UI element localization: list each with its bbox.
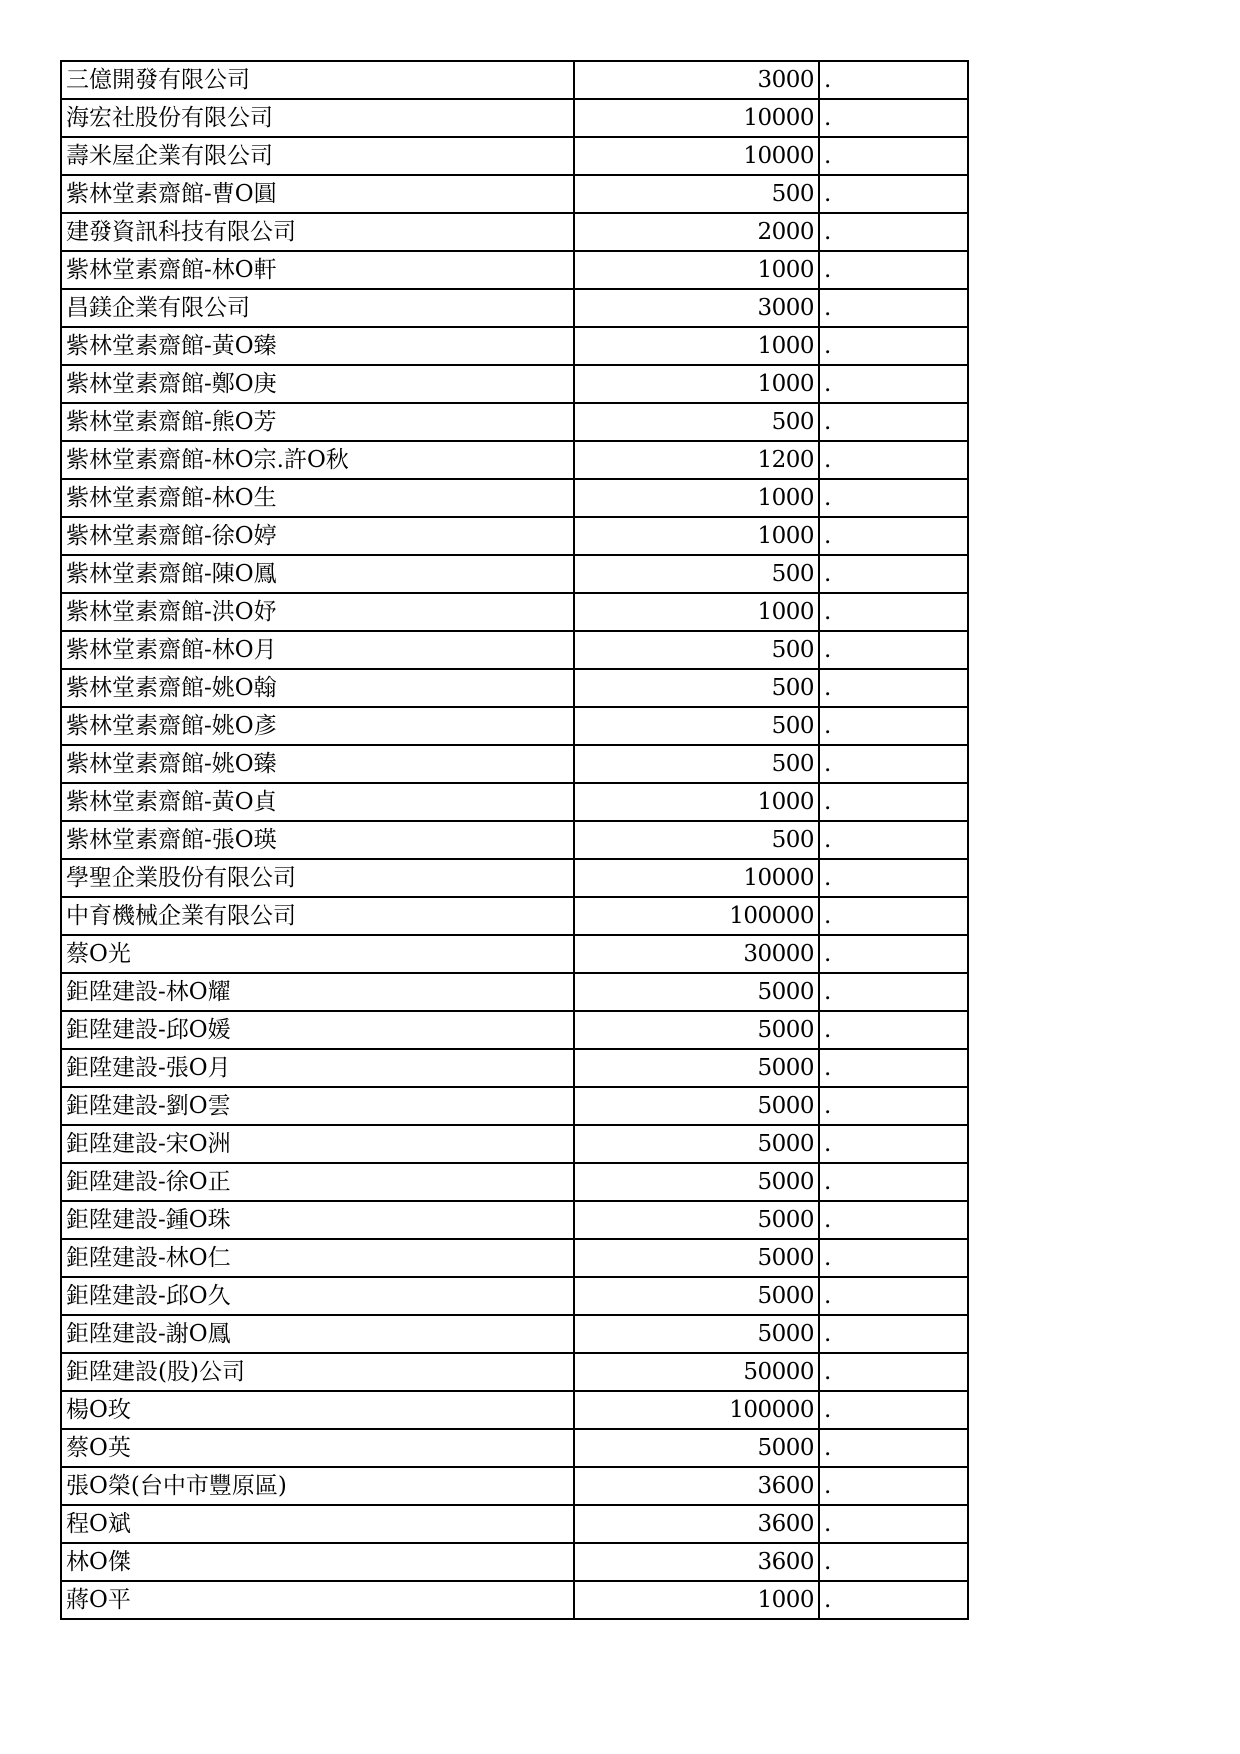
- note-cell: .: [819, 61, 968, 99]
- note-cell: .: [819, 859, 968, 897]
- donor-name-cell: 紫林堂素齋館-林O月: [61, 631, 574, 669]
- donation-amount-cell: 5000: [574, 1239, 819, 1277]
- donor-name-cell: 鉅陞建設(股)公司: [61, 1353, 574, 1391]
- donation-amount-cell: 3600: [574, 1505, 819, 1543]
- table-row: [61, 973, 968, 1011]
- donor-name-cell: 蔡O英: [61, 1429, 574, 1467]
- donation-amount-cell: 1000: [574, 365, 819, 403]
- table-row: [61, 251, 968, 289]
- donor-name-cell: 鉅陞建設-宋O洲: [61, 1125, 574, 1163]
- donation-amount-cell: 5000: [574, 973, 819, 1011]
- table-row: [61, 289, 968, 327]
- note-cell: .: [819, 783, 968, 821]
- table-row: [61, 1125, 968, 1163]
- table-row: [61, 137, 968, 175]
- table-row: [61, 1011, 968, 1049]
- table-row: [61, 1543, 968, 1581]
- donor-name-cell: 鉅陞建設-林O耀: [61, 973, 574, 1011]
- table-row: [61, 479, 968, 517]
- table-row: [61, 1163, 968, 1201]
- table-row: [61, 555, 968, 593]
- donation-amount-cell: 3600: [574, 1467, 819, 1505]
- note-cell: .: [819, 897, 968, 935]
- table-row: [61, 1429, 968, 1467]
- donation-amount-cell: 5000: [574, 1011, 819, 1049]
- donation-amount-cell: 3600: [574, 1543, 819, 1581]
- table-row: [61, 99, 968, 137]
- donation-amount-cell: 50000: [574, 1353, 819, 1391]
- donor-name-cell: 紫林堂素齋館-張O瑛: [61, 821, 574, 859]
- note-cell: .: [819, 441, 968, 479]
- donor-name-cell: 程O斌: [61, 1505, 574, 1543]
- table-row: [61, 1353, 968, 1391]
- table-row: [61, 593, 968, 631]
- table-row: [61, 935, 968, 973]
- note-cell: .: [819, 99, 968, 137]
- donor-name-cell: 學聖企業股份有限公司: [61, 859, 574, 897]
- donation-amount-cell: 500: [574, 669, 819, 707]
- table-row: [61, 897, 968, 935]
- donation-amount-cell: 500: [574, 631, 819, 669]
- donation-amount-cell: 5000: [574, 1125, 819, 1163]
- note-cell: .: [819, 593, 968, 631]
- donor-name-cell: 鉅陞建設-劉O雲: [61, 1087, 574, 1125]
- donor-name-cell: 紫林堂素齋館-曹O圓: [61, 175, 574, 213]
- note-cell: .: [819, 1581, 968, 1619]
- donor-name-cell: 紫林堂素齋館-林O軒: [61, 251, 574, 289]
- donor-name-cell: 中育機械企業有限公司: [61, 897, 574, 935]
- donation-amount-cell: 1000: [574, 517, 819, 555]
- donation-amount-cell: 10000: [574, 99, 819, 137]
- table-row: [61, 403, 968, 441]
- donation-amount-cell: 5000: [574, 1163, 819, 1201]
- donation-amount-cell: 10000: [574, 137, 819, 175]
- donor-name-cell: 張O榮(台中市豐原區): [61, 1467, 574, 1505]
- note-cell: .: [819, 707, 968, 745]
- table-row: [61, 213, 968, 251]
- donor-name-cell: 鉅陞建設-邱O媛: [61, 1011, 574, 1049]
- note-cell: .: [819, 1277, 968, 1315]
- note-cell: .: [819, 403, 968, 441]
- donor-name-cell: 紫林堂素齋館-姚O翰: [61, 669, 574, 707]
- donor-name-cell: 建發資訊科技有限公司: [61, 213, 574, 251]
- table-row: [61, 517, 968, 555]
- donation-amount-cell: 1000: [574, 1581, 819, 1619]
- table-row: [61, 1087, 968, 1125]
- note-cell: .: [819, 289, 968, 327]
- donor-name-cell: 紫林堂素齋館-林O宗.許O秋: [61, 441, 574, 479]
- donation-amount-cell: 500: [574, 555, 819, 593]
- donor-name-cell: 蔣O平: [61, 1581, 574, 1619]
- donor-name-cell: 昌鎂企業有限公司: [61, 289, 574, 327]
- donor-name-cell: 鉅陞建設-張O月: [61, 1049, 574, 1087]
- note-cell: .: [819, 175, 968, 213]
- note-cell: .: [819, 1391, 968, 1429]
- donor-name-cell: 紫林堂素齋館-鄭O庚: [61, 365, 574, 403]
- table-row: [61, 1581, 968, 1619]
- note-cell: .: [819, 1505, 968, 1543]
- table-row: [61, 631, 968, 669]
- donor-name-cell: 蔡O光: [61, 935, 574, 973]
- table-row: [61, 669, 968, 707]
- donation-amount-cell: 500: [574, 403, 819, 441]
- donation-amount-cell: 5000: [574, 1429, 819, 1467]
- donor-name-cell: 紫林堂素齋館-黃O貞: [61, 783, 574, 821]
- donation-amount-cell: 10000: [574, 859, 819, 897]
- note-cell: .: [819, 137, 968, 175]
- donor-name-cell: 楊O玫: [61, 1391, 574, 1429]
- donation-amount-cell: 500: [574, 821, 819, 859]
- donor-name-cell: 紫林堂素齋館-姚O臻: [61, 745, 574, 783]
- table-row: [61, 61, 968, 99]
- donor-name-cell: 紫林堂素齋館-林O生: [61, 479, 574, 517]
- donation-amount-cell: 1000: [574, 327, 819, 365]
- donation-amount-cell: 5000: [574, 1315, 819, 1353]
- note-cell: .: [819, 1429, 968, 1467]
- donation-amount-cell: 2000: [574, 213, 819, 251]
- donation-amount-cell: 3000: [574, 289, 819, 327]
- donation-amount-cell: 1000: [574, 783, 819, 821]
- donation-amount-cell: 100000: [574, 897, 819, 935]
- note-cell: .: [819, 213, 968, 251]
- note-cell: .: [819, 1543, 968, 1581]
- table-row: [61, 745, 968, 783]
- donor-name-cell: 林O傑: [61, 1543, 574, 1581]
- donation-amount-cell: 5000: [574, 1277, 819, 1315]
- donor-name-cell: 紫林堂素齋館-黃O臻: [61, 327, 574, 365]
- note-cell: .: [819, 251, 968, 289]
- donor-name-cell: 鉅陞建設-徐O正: [61, 1163, 574, 1201]
- table-row: [61, 327, 968, 365]
- donor-name-cell: 紫林堂素齋館-徐O婷: [61, 517, 574, 555]
- note-cell: .: [819, 1315, 968, 1353]
- table-row: [61, 1391, 968, 1429]
- table-row: [61, 441, 968, 479]
- note-cell: .: [819, 1353, 968, 1391]
- donor-name-cell: 鉅陞建設-鍾O珠: [61, 1201, 574, 1239]
- table-row: [61, 1049, 968, 1087]
- donor-name-cell: 紫林堂素齋館-熊O芳: [61, 403, 574, 441]
- table-row: [61, 1277, 968, 1315]
- donation-amount-cell: 1000: [574, 479, 819, 517]
- table-row: [61, 707, 968, 745]
- donation-amount-cell: 3000: [574, 61, 819, 99]
- table-row: [61, 365, 968, 403]
- donation-amount-cell: 500: [574, 745, 819, 783]
- donation-amount-cell: 1000: [574, 251, 819, 289]
- note-cell: .: [819, 1087, 968, 1125]
- note-cell: .: [819, 821, 968, 859]
- note-cell: .: [819, 1163, 968, 1201]
- donation-amount-cell: 100000: [574, 1391, 819, 1429]
- note-cell: .: [819, 517, 968, 555]
- note-cell: .: [819, 1125, 968, 1163]
- note-cell: .: [819, 935, 968, 973]
- donor-name-cell: 鉅陞建設-林O仁: [61, 1239, 574, 1277]
- donor-name-cell: 紫林堂素齋館-姚O彥: [61, 707, 574, 745]
- donation-amount-cell: 5000: [574, 1087, 819, 1125]
- donation-amount-cell: 500: [574, 707, 819, 745]
- table-row: [61, 783, 968, 821]
- table-row: [61, 1467, 968, 1505]
- table-row: [61, 1315, 968, 1353]
- note-cell: .: [819, 1049, 968, 1087]
- donation-amount-cell: 1000: [574, 593, 819, 631]
- note-cell: .: [819, 1201, 968, 1239]
- note-cell: .: [819, 555, 968, 593]
- table-row: [61, 1201, 968, 1239]
- note-cell: .: [819, 669, 968, 707]
- donation-amount-cell: 5000: [574, 1201, 819, 1239]
- table-row: [61, 175, 968, 213]
- donor-name-cell: 鉅陞建設-謝O鳳: [61, 1315, 574, 1353]
- donation-table: [60, 60, 969, 1620]
- table-row: [61, 821, 968, 859]
- donation-amount-cell: 5000: [574, 1049, 819, 1087]
- donor-name-cell: 鉅陞建設-邱O久: [61, 1277, 574, 1315]
- table-row: [61, 859, 968, 897]
- note-cell: .: [819, 365, 968, 403]
- table-row: [61, 1505, 968, 1543]
- donor-name-cell: 紫林堂素齋館-陳O鳳: [61, 555, 574, 593]
- note-cell: .: [819, 1239, 968, 1277]
- donor-name-cell: 紫林堂素齋館-洪O妤: [61, 593, 574, 631]
- donor-name-cell: 壽米屋企業有限公司: [61, 137, 574, 175]
- donation-sheet: [60, 60, 967, 1620]
- donation-amount-cell: 500: [574, 175, 819, 213]
- donor-name-cell: 三億開發有限公司: [61, 61, 574, 99]
- note-cell: .: [819, 1011, 968, 1049]
- note-cell: .: [819, 327, 968, 365]
- note-cell: .: [819, 973, 968, 1011]
- note-cell: .: [819, 631, 968, 669]
- donor-name-cell: 海宏社股份有限公司: [61, 99, 574, 137]
- donation-amount-cell: 30000: [574, 935, 819, 973]
- note-cell: .: [819, 1467, 968, 1505]
- donation-amount-cell: 1200: [574, 441, 819, 479]
- donation-table-body: [61, 61, 968, 1619]
- note-cell: .: [819, 479, 968, 517]
- note-cell: .: [819, 745, 968, 783]
- table-row: [61, 1239, 968, 1277]
